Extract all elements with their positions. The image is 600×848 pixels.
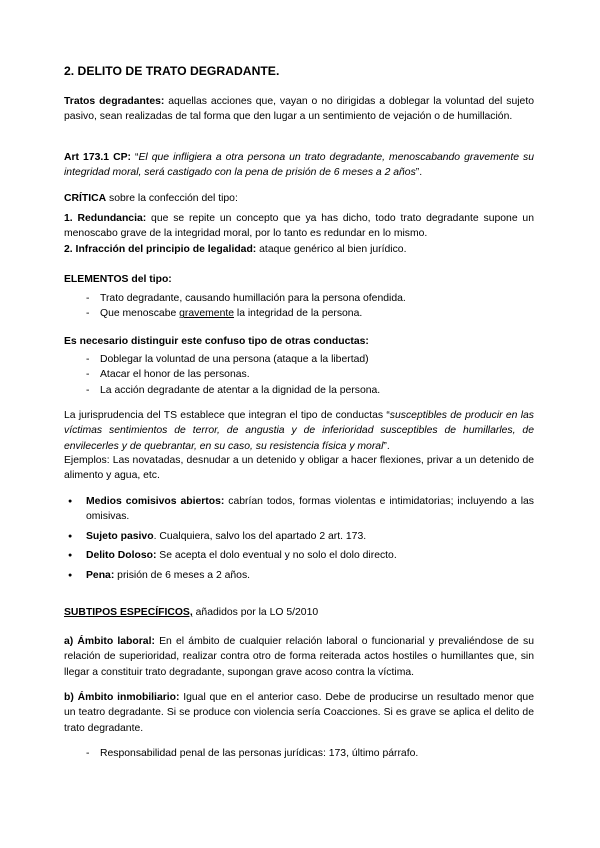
ejemplos-paragraph: Ejemplos: Las novatadas, desnudar a un detenido y obligar a hacer flexiones, privar a un detenido de alimento y agua, etc. bbox=[64, 455, 534, 482]
list-item: - Que menoscabe gravemente la integridad de la persona. bbox=[64, 306, 534, 321]
critica-list bbox=[64, 211, 534, 257]
list-item: - Atacar el honor de las personas. bbox=[64, 367, 534, 382]
critica-item-redundancia: 1. Redundancia: que se repite un concepto que ya has dicho, todo trato degradante supone un menoscabo grave de la integridad moral, por lo tanto es redundar en lo mismo. bbox=[64, 213, 534, 240]
jurisprudencia-paragraph: La jurisprudencia del TS establece que integran el tipo de conductas “susceptibles de producir en las víctimas sentimientos de terror, de angustia y de inferioridad susceptibles de humillarles, de envilecerles y de quebrantar, en su caso, su resistencia física y moral”. bbox=[64, 410, 535, 452]
art-quote: El que infligiera a otra persona un trato degradante, menoscabando gravemente su integridad moral, será castigado con la pena de prisión de 6 meses a 2 años bbox=[64, 152, 534, 179]
responsabilidad-list bbox=[64, 746, 534, 761]
page-title: 2. DELITO DE TRATO DEGRADANTE. bbox=[64, 64, 280, 78]
jurisprudencia-quote: susceptibles de producir en las víctimas sentimientos de terror, de angustia y de inferioridad susceptibles de humillarles, de envilecerles y de quebrantar, en su caso, su resistencia física y moral bbox=[64, 410, 535, 452]
subtipos-heading: SUBTIPOS ESPECÍFICOS, añadidos por la LO 5/2010 bbox=[64, 607, 319, 618]
tratos-label: Tratos degradantes: bbox=[64, 96, 165, 107]
tratos-text: aquellas acciones que, vayan o no dirigidas a doblegar la voluntad del sujeto pasivo, sean realizadas de tal forma que den lugar a un sentimiento de vejación o de humillación. bbox=[64, 96, 534, 123]
list-item: ● Pena: prisión de 6 meses a 2 años. bbox=[64, 568, 534, 583]
characteristics-list bbox=[64, 494, 534, 587]
list-item: - Trato degradante, causando humillación para la persona ofendida. bbox=[64, 291, 534, 306]
list-item: ● Medios comisivos abiertos: cabrían todos, formas violentas e intimidatorias; incluyendo a las omisivas. bbox=[64, 494, 534, 525]
tratos-degradantes-paragraph bbox=[64, 94, 534, 125]
list-item: - La acción degradante de atentar a la dignidad de la persona. bbox=[64, 383, 534, 398]
distinguir-heading: Es necesario distinguir este confuso tipo de otras conductas: bbox=[64, 336, 369, 347]
elementos-list bbox=[64, 291, 534, 322]
list-item: ● Sujeto pasivo. Cualquiera, salvo los del apartado 2 art. 173. bbox=[64, 529, 534, 544]
art-label: Art 173.1 CP: bbox=[64, 152, 131, 163]
list-item: - Responsabilidad penal de las personas jurídicas: 173, último párrafo. bbox=[64, 746, 534, 761]
ambito-laboral-paragraph: a) Ámbito laboral: En el ámbito de cualquier relación laboral o funcionarial y prevaliéndose de su relación de superioridad, realizar contra otro de forma reiterada actos hostiles o humillantes que, sin llegar a constituir trato degradante, supongan grave acoso contra la víctima. bbox=[64, 636, 534, 678]
critica-item-legalidad: 2. Infracción del principio de legalidad: ataque genérico al bien jurídico. bbox=[64, 243, 407, 255]
list-item: ● Delito Doloso: Se acepta el dolo eventual y no solo el dolo directo. bbox=[64, 548, 534, 563]
elementos-heading: ELEMENTOS del tipo: bbox=[64, 274, 172, 285]
critica-heading: CRÍTICA sobre la confección del tipo: bbox=[64, 193, 238, 204]
distinguir-list bbox=[64, 352, 534, 398]
art-173-paragraph: Art 173.1 CP: “El que infligiera a otra persona un trato degradante, menoscabando gravemente su integridad moral, será castigado con la pena de prisión de 6 meses a 2 años”. bbox=[64, 152, 534, 179]
underlined-word: gravemente bbox=[179, 308, 235, 320]
ambito-inmobiliario-paragraph: b) Ámbito inmobiliario: Igual que en el anterior caso. Debe de producirse un resultado menor que un teatro degradante. Si se produce con violencia sería Coacciones. Si es grave se aplica el delito de trato degradante. bbox=[64, 692, 534, 734]
list-item: - Doblegar la voluntad de una persona (ataque a la libertad) bbox=[64, 352, 534, 367]
